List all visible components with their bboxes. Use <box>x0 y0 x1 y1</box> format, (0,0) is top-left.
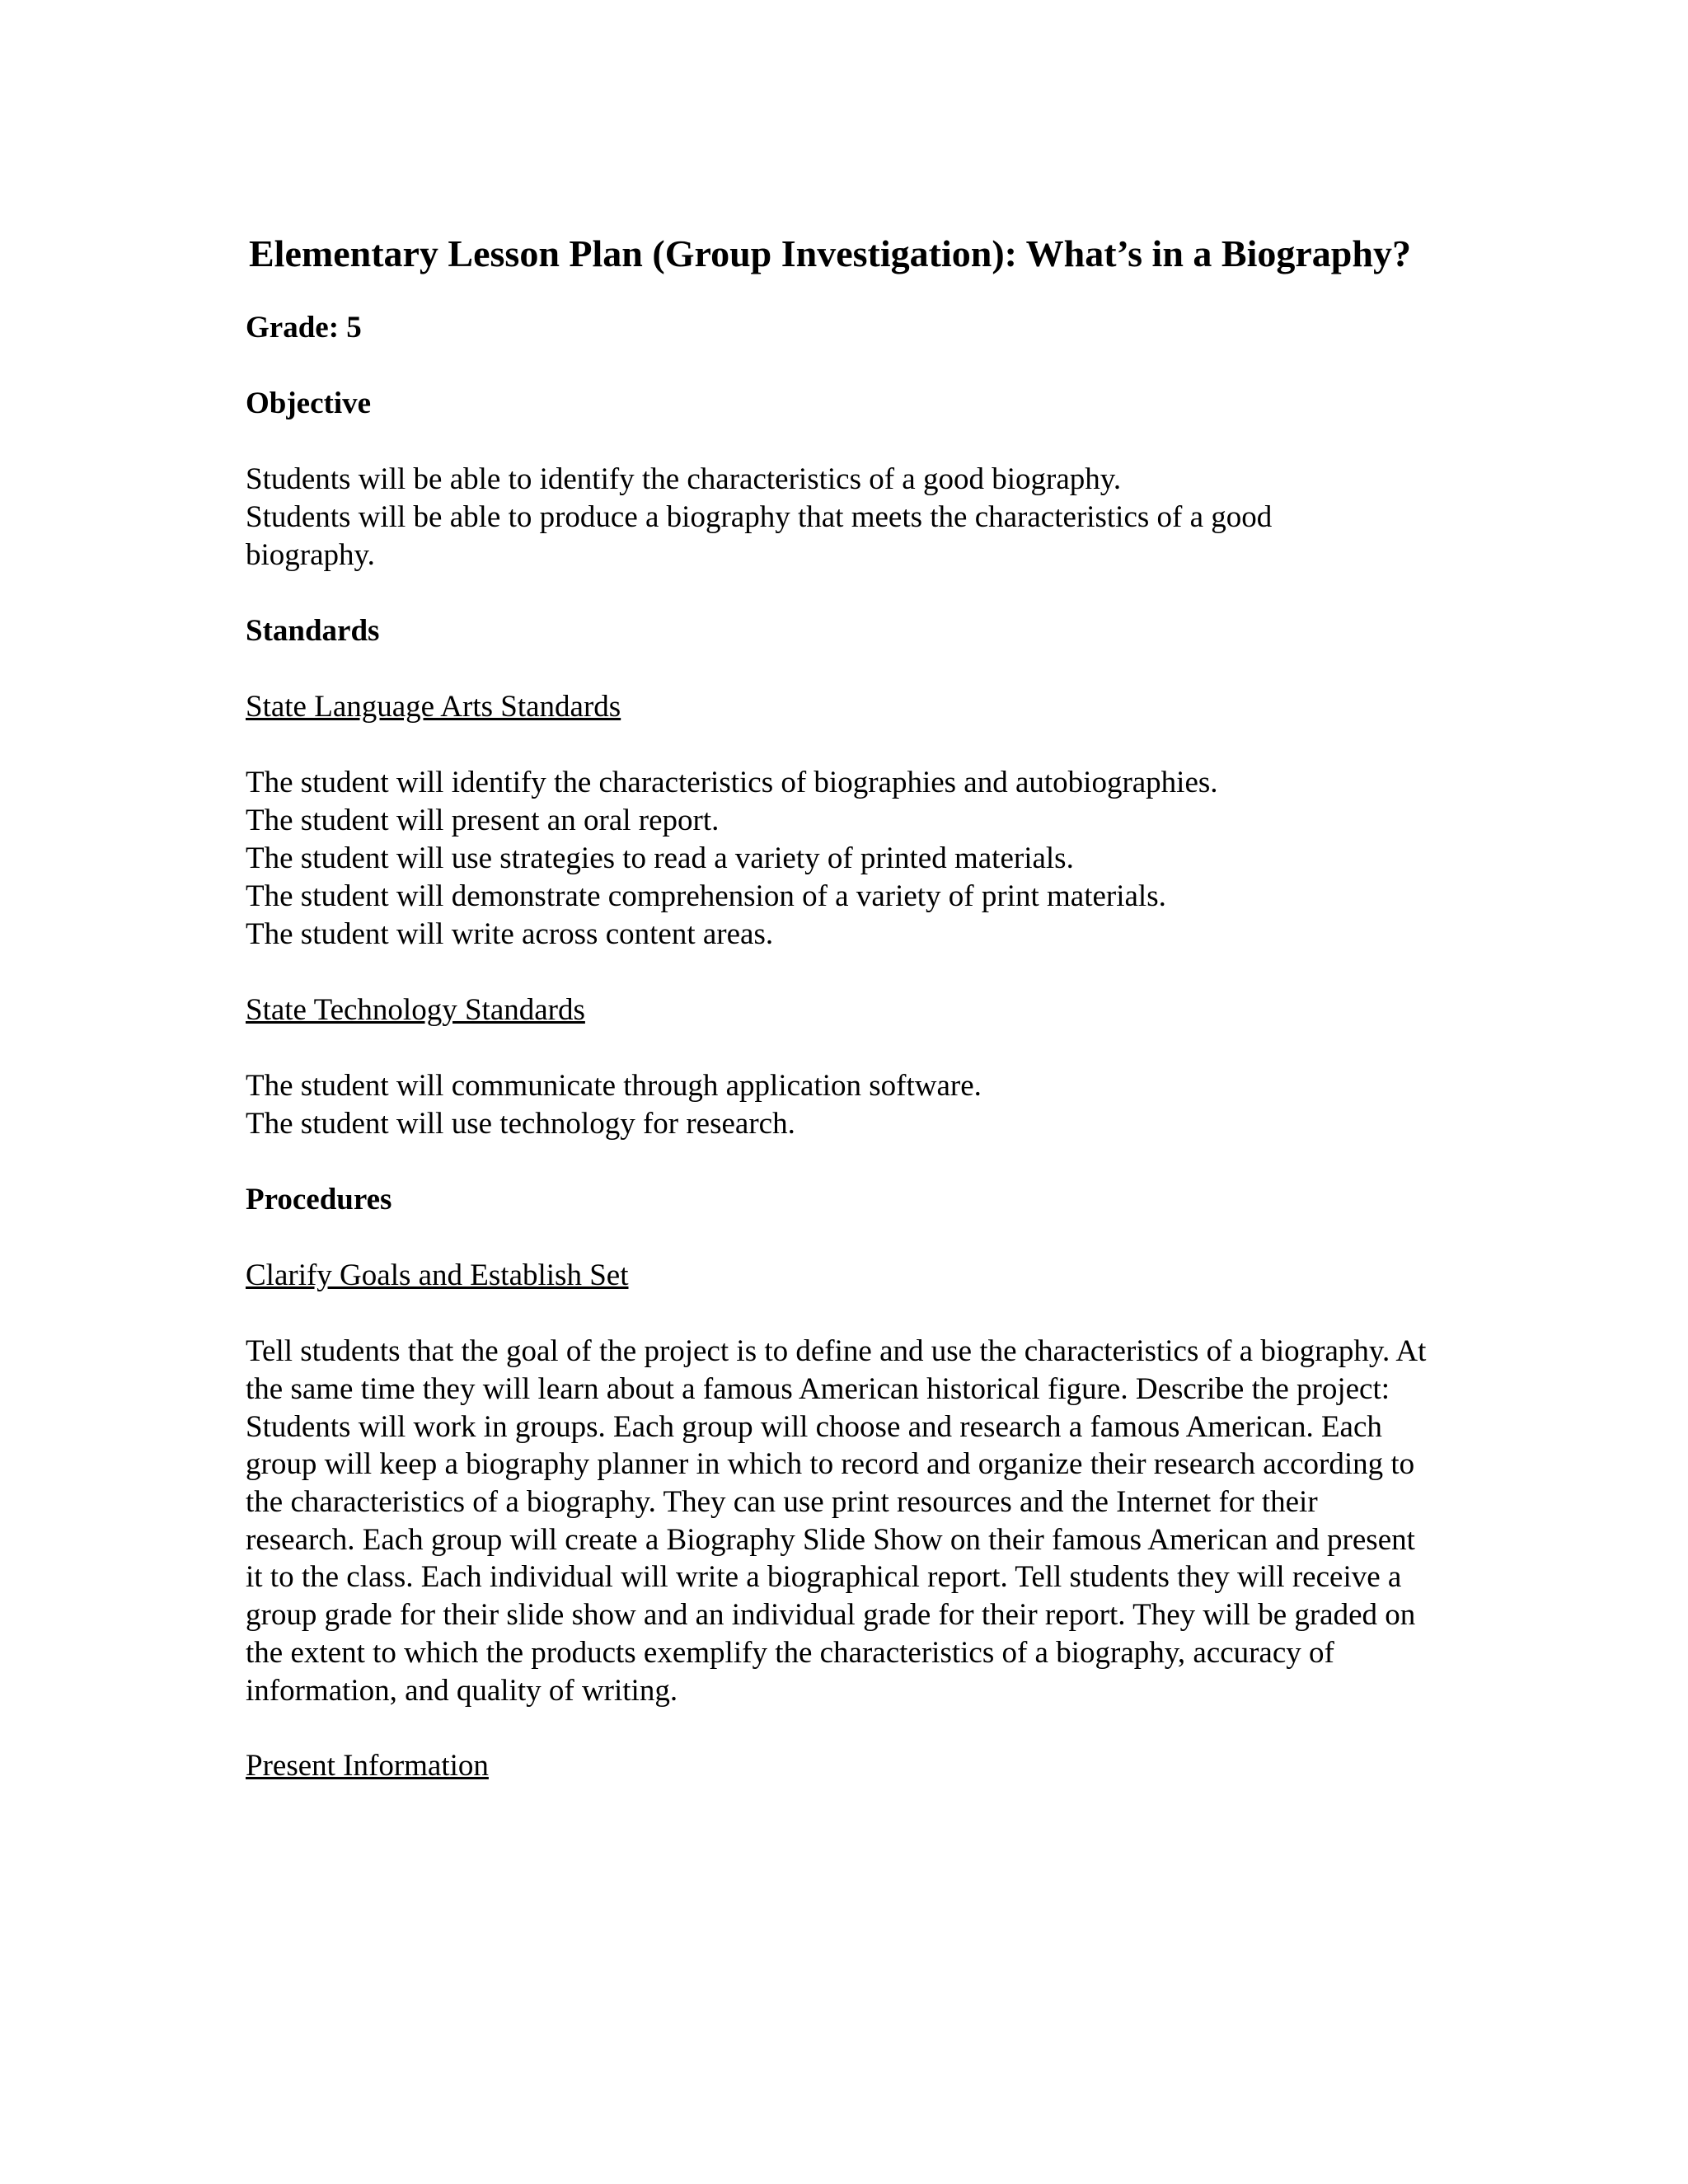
clarify-goals-heading: Clarify Goals and Establish Set <box>246 1258 629 1293</box>
objective-list <box>246 461 1482 574</box>
standard-line: The student will identify the characteristics of biographies and autobiographies. <box>246 766 1218 800</box>
standard-line: The student will communicate through application software. <box>246 1069 982 1104</box>
language-arts-standards-list <box>246 764 1482 954</box>
procedures-heading: Procedures <box>246 1183 392 1217</box>
grade-label: Grade: 5 <box>246 311 362 345</box>
document-page <box>246 231 1482 1785</box>
technology-standards-list <box>246 1067 1482 1143</box>
standards-heading: Standards <box>246 614 380 649</box>
objective-line: biography. <box>246 538 375 573</box>
standard-line: The student will demonstrate comprehension of a variety of print materials. <box>246 879 1166 914</box>
objective-line: Students will be able to produce a biography that meets the characteristics of a good <box>246 500 1273 535</box>
present-information-heading: Present Information <box>246 1749 489 1783</box>
objective-heading: Objective <box>246 387 372 421</box>
standard-line: The student will write across content areas. <box>246 917 774 952</box>
objective-line: Students will be able to identify the characteristics of a good biography. <box>246 462 1122 497</box>
standard-line: The student will use strategies to read a variety of printed materials. <box>246 841 1074 876</box>
standard-line: The student will use technology for research. <box>246 1107 795 1141</box>
language-arts-standards-heading: State Language Arts Standards <box>246 690 621 724</box>
technology-standards-heading: State Technology Standards <box>246 993 585 1028</box>
clarify-goals-paragraph: Tell students that the goal of the project is to define and use the characteristics of a biography. At the same time they will learn about a famous American historical figure. Describe the project: Students will work in groups. Each group will choose and research a famous American. Each group will keep a biography planner in which to record and organize their research according to the characteristics of a biography. They can use print resources and the Internet for their research. Each group will create a Biography Slide Show on their famous American and present it to the class. Each individual will write a biographical report. Tell students they will receive a group grade for their slide show and an individual grade for their report. They will be graded on the extent to which the products exemplify the characteristics of a biography, accuracy of information, and quality of writing. <box>246 1334 1427 1708</box>
standard-line: The student will present an oral report. <box>246 804 720 838</box>
document-title: Elementary Lesson Plan (Group Investigation): What’s in a Biography? <box>249 232 1411 274</box>
